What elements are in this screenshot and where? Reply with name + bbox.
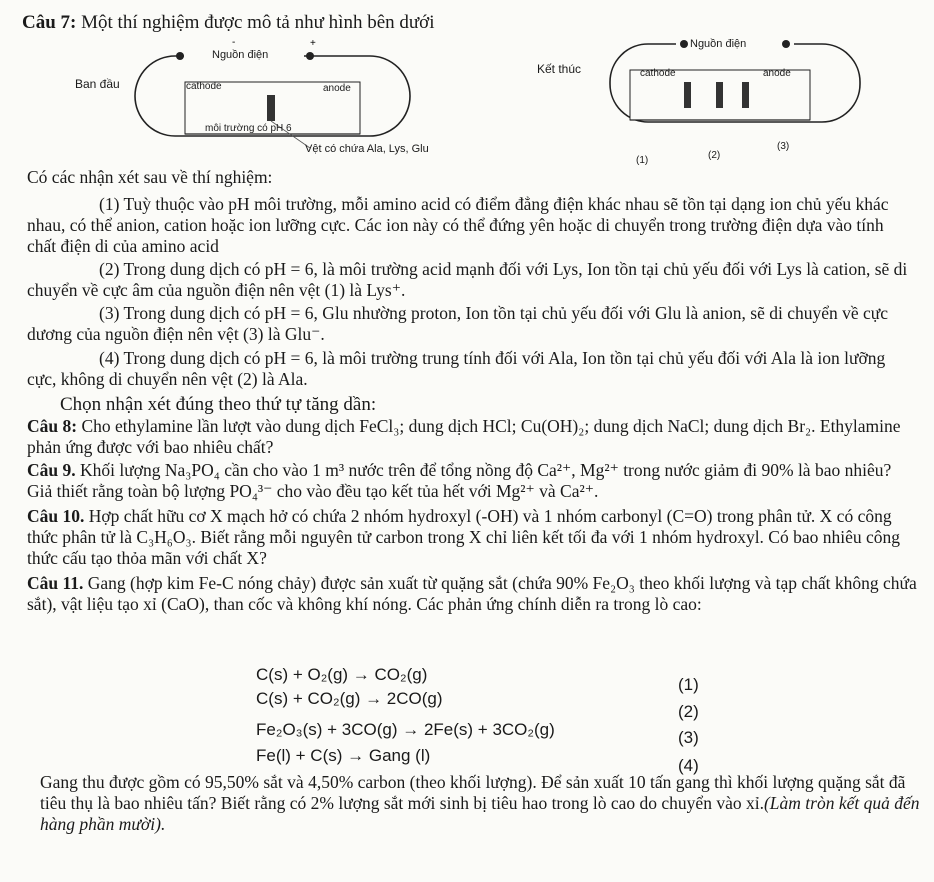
medium-label: môi trường có pH 6 <box>205 123 292 134</box>
spot-1-label: (1) <box>636 155 649 166</box>
negative-terminal-initial <box>176 52 184 60</box>
statement-1: (1) Tuỳ thuộc vào pH môi trường, mỗi amino acid có điểm đẳng điện khác nhau sẽ tồn tại dạng ion chủ yếu khác nhau, có thể anion, cation hoặc ion lưỡng cực. Các ion này có thể đứng yên hoặc di chuyển trong trường điện dựa vào tính chất điện di của amino acid <box>27 194 889 256</box>
positive-terminal-final <box>782 40 790 48</box>
figure-final <box>600 30 900 150</box>
cathode-label-initial: cathode <box>186 81 222 92</box>
statement-2: (2) Trong dung dịch có pH = 6, là môi trường acid mạnh đối với Lys, Ion tồn tại chủ yếu đối với Lys là cation, sẽ di chuyển về cực âm của nguồn điện nên vệt (1) là Lys⁺. <box>27 259 908 300</box>
spot-2-label: (2) <box>708 150 721 161</box>
power-source-label-final: Nguồn điện <box>690 38 747 50</box>
question-10-text: Hợp chất hữu cơ X mạch hở có chứa 2 nhóm hydroxyl (-OH) và 1 nhóm carbonyl (C=O) trong phân tử. X có công thức phân tử là C₃H₆O₃. Biết rằng mỗi nguyên tử carbon trong X chỉ liên kết tối đa với 1 nhóm hydroxyl. Có bao nhiêu công thức cấu tạo thỏa mãn với chất X? <box>27 506 901 568</box>
question-8-text: Cho ethylamine lần lượt vào dung dịch FeCl₃; dung dịch HCl; Cu(OH)₂; dung dịch NaCl; dung dịch Br₂. Ethylamine phản ứng được với bao nhiêu chất? <box>27 416 901 457</box>
equation-2-number: (2) <box>678 702 699 721</box>
spot-3-label: (3) <box>777 141 790 152</box>
anode-label-initial: anode <box>323 83 351 94</box>
question-8-label: Câu 8: <box>27 416 78 436</box>
power-source-label-initial: Nguồn điện <box>212 49 269 61</box>
question-7-heading: Một thí nghiệm được mô tả như hình bên dưới <box>76 12 435 33</box>
equation-2: C(s) + CO₂(g) → 2CO(g) <box>256 689 443 708</box>
question-9 <box>27 460 917 502</box>
figure-initial-label: Ban đầu <box>75 77 120 91</box>
spot-3 <box>742 82 749 108</box>
statement-3: (3) Trong dung dịch có pH = 6, Glu nhường proton, Ion tồn tại chủ yếu đối với Glu là anion, sẽ di chuyển về cực dương của nguồn điện nên vệt (3) là Glu⁻. <box>27 303 889 344</box>
question-11-tail <box>40 772 920 835</box>
positive-terminal-initial <box>306 52 314 60</box>
figure-initial <box>60 40 500 165</box>
question-7-intro: Có các nhận xét sau về thí nghiệm: <box>27 167 273 187</box>
question-11-label: Câu 11. <box>27 573 84 593</box>
question-10-label: Câu 10. <box>27 506 85 526</box>
equation-4-number: (4) <box>678 756 699 775</box>
negative-terminal-final <box>680 40 688 48</box>
question-11-tail-text: Gang thu được gồm có 95,50% sắt và 4,50% carbon (theo khối lượng). Để sản xuất 10 tấn gang thì khối lượng quặng sắt đã tiêu thụ là bao nhiêu tấn? Biết rằng có 2% lượng sắt mới sinh bị tiêu hao trong lò cao do chuyển vào xỉ. <box>40 772 906 813</box>
equation-1: C(s) + O₂(g) → CO₂(g) <box>256 665 428 684</box>
question-9-text: Khối lượng Na₃PO₄ cần cho vào 1 m³ nước trên để tổng nồng độ Ca²⁺, Mg²⁺ trong nước giảm đi 90% là bao nhiêu? Giả thiết rằng toàn bộ lượng PO₄³⁻ cho vào đều tạo kết tủa hết với Mg²⁺ và Ca²⁺. <box>27 460 892 501</box>
question-11 <box>27 573 917 615</box>
statement-4: (4) Trong dung dịch có pH = 6, là môi trường trung tính đối với Ala, Ion tồn tại chủ yếu đối với Ala là ion lưỡng cực, không di chuyển nên vệt (2) là Ala. <box>27 348 886 389</box>
anode-label-final: anode <box>763 68 791 79</box>
equation-3-number: (3) <box>678 728 699 747</box>
equation-3: Fe₂O₃(s) + 3CO(g) → 2Fe(s) + 3CO₂(g) <box>256 720 555 739</box>
question-7-ask: Chọn nhận xét đúng theo thứ tự tăng dần: <box>60 394 377 415</box>
question-7-label: Câu 7: <box>22 12 77 33</box>
equation-1-number: (1) <box>678 675 699 694</box>
question-8 <box>27 416 917 458</box>
sample-label: Vệt có chứa Ala, Lys, Glu <box>305 143 429 155</box>
question-11-rounding-note: (Làm tròn kết quả đến hàng phần mười). <box>40 793 920 834</box>
spot-2 <box>716 82 723 108</box>
spot-1 <box>684 82 691 108</box>
sample-spot-initial <box>267 95 275 121</box>
plus-sign-initial: + <box>310 40 316 49</box>
question-7-title <box>22 12 435 34</box>
minus-sign-initial: - <box>232 40 236 48</box>
figure-final-label: Kết thúc <box>537 62 582 76</box>
question-9-label: Câu 9. <box>27 460 76 480</box>
question-11-text: Gang (hợp kim Fe-C nóng chảy) được sản xuất từ quặng sắt (chứa 90% Fe₂O₃ theo khối lượng và tạp chất không chứa sắt), vật liệu tạo xỉ (CaO), than cốc và không khí nóng. Các phản ứng chính diễn ra trong lò cao: <box>27 573 917 614</box>
question-10 <box>27 506 917 569</box>
equation-4: Fe(l) + C(s) → Gang (l) <box>256 746 431 765</box>
cathode-label-final: cathode <box>640 68 676 79</box>
